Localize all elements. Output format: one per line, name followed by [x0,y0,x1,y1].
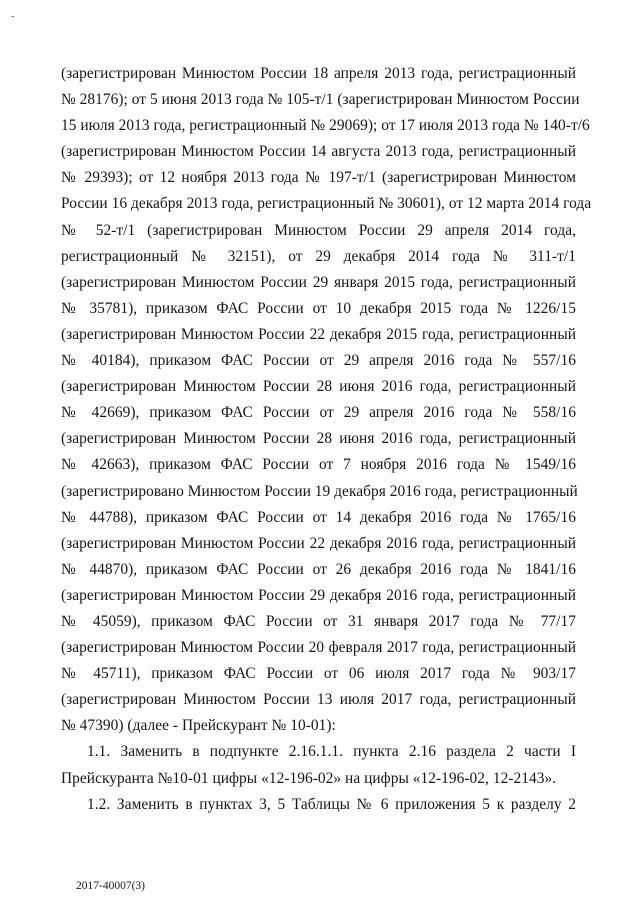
text-line: (зарегистрирован Минюстом России 22 декабря 2015 года, регистрационный [61,325,576,343]
text-line: (зарегистрирован Минюстом России 18 апреля 2013 года, регистрационный [61,65,576,82]
text-line: № 44788), приказом ФАС России от 14 декабря 2016 года № 1765/16 [61,508,576,526]
text-line: № 42663), приказом ФАС России от 7 ноября 2016 года № 1549/16 [61,456,576,474]
text-line: № 42669), приказом ФАС России от 29 апреля 2016 года № 558/16 [61,404,576,422]
text-line: (зарегистрирован Минюстом России 22 декабря 2016 года, регистрационный [61,534,576,552]
text-line: Прейскуранта №10-01 цифры «12-196-02» на цифры «12-196-02, 12-2143». [61,769,557,787]
text-line: 1.2. Заменить в пунктах 3, 5 Таблицы № 6 приложения 5 к разделу 2 [87,795,576,813]
paragraph-3 [61,792,576,818]
text-line: № 52-т/1 (зарегистрирован Минюстом России 29 апреля 2014 года, [61,221,576,239]
text-line: регистрационный № 32151), от 29 декабря 2014 года № 311-т/1 [61,247,576,265]
text-line: № 40184), приказом ФАС России от 29 апреля 2016 года № 557/16 [61,352,576,370]
document-footer-code: 2017-40007(3) [76,880,145,892]
text-line: (зарегистрирован Минюстом России 28 июня 2016 года, регистрационный [61,378,576,396]
text-line: № 45059), приказом ФАС России от 31 января 2017 года № 77/17 [61,612,576,630]
text-line: № 29393); от 12 ноября 2013 года № 197-т/1 (зарегистрирован Минюстом [61,169,576,187]
paragraph-2 [61,739,576,791]
text-line: (зарегистрирован Минюстом России 20 февраля 2017 года, регистрационный [61,639,576,657]
text-line: № 35781), приказом ФАС России от 10 декабря 2015 года № 1226/15 [61,299,576,317]
text-line: (зарегистрирован Минюстом России 29 января 2015 года, регистрационный [61,273,576,291]
document-body [61,61,592,818]
paragraph-1 [61,61,592,739]
text-line: (зарегистрирован Минюстом России 14 августа 2013 года, регистрационный [61,143,576,161]
text-line: (зарегистрирован Минюстом России 29 декабря 2016 года, регистрационный [61,586,576,604]
text-line: № 45711), приказом ФАС России от 06 июля 2017 года № 903/17 [61,665,576,683]
text-line: № 28176); от 5 июня 2013 года № 105-т/1 (зарегистрирован Минюстом России [61,91,580,109]
text-line: № 44870), приказом ФАС России от 26 декабря 2016 года № 1841/16 [61,560,576,578]
text-line: России 16 декабря 2013 года, регистрационный № 30601), от 12 марта 2014 года [61,195,592,213]
text-line: 15 июля 2013 года, регистрационный № 29069); от 17 июля 2013 года № 140-т/6 [61,117,590,135]
text-line: № 47390) (далее - Прейскурант № 10-01): [61,717,336,735]
corner-mark: - [11,11,15,22]
text-line: (зарегистрировано Минюстом России 19 декабря 2016 года, регистрационный [61,482,578,500]
text-line: (зарегистрирован Минюстом России 28 июня 2016 года, регистрационный [61,430,576,448]
text-line: 1.1. Заменить в подпункте 2.16.1.1. пункта 2.16 раздела 2 части I [87,743,576,761]
text-line: (зарегистрирован Минюстом России 13 июля 2017 года, регистрационный [61,691,576,709]
